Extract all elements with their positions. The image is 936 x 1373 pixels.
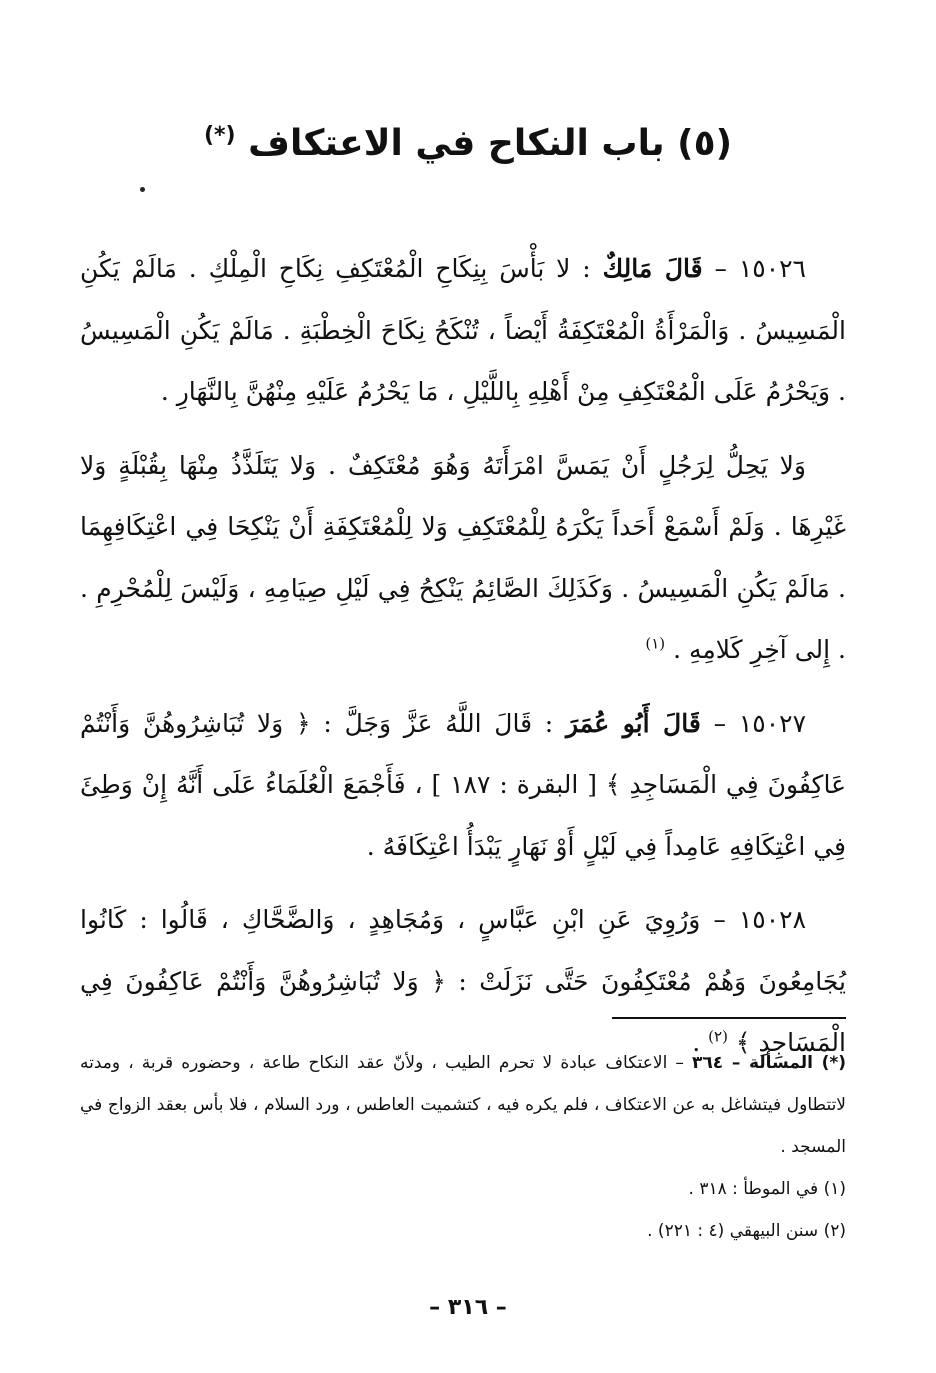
- paragraph-number: ١٥٠٢٧ –: [713, 708, 806, 738]
- footnote-reference: (٢): [708, 1027, 728, 1046]
- paragraph-text: وَرُوِيَ عَنِ ابْنِ عَبَّاسٍ ، وَمُجَاهِدٍ ، وَالضَّحَّاكِ ، قَالُوا : كَانُوا يُجَامِعُونَ وَهُمْ مُعْتَكِفُونَ حَتَّى نَزَلَتْ : ﴿ وَلا تُبَاشِرُوهُنَّ وَأَنْتُمْ عَاكِفُونَ فِي الْمَسَاجِدِ ﴾: [80, 905, 846, 1057]
- chapter-title-text: (٥) باب النكاح في الاعتكاف: [248, 123, 733, 164]
- footnotes-section: [80, 1042, 846, 1252]
- footnote-1: (١) في الموطأ : ٣١٨ .: [688, 1179, 846, 1199]
- page-number: – ٣١٦ –: [429, 1295, 507, 1320]
- footnote-main: [80, 1042, 846, 1168]
- footnote-reference: (١): [645, 634, 666, 653]
- footnote-main-text: – الاعتكاف عبادة لا تحرم الطيب ، ولأنّ عقد النكاح طاعة ، وحضوره قربة ، ومدته لاتتطاول فيتشاغل به عن الاعتكاف ، فلم يكره فيه ، كتشميت العاطس ، ورد السلام ، فلا بأس بعقد الزواج في المسجد .: [80, 1053, 846, 1157]
- footnote-main-label: (*) المسألة – ٣٦٤: [692, 1053, 846, 1073]
- footnote-divider: [612, 1017, 846, 1019]
- paragraph-text: : لا بَأْسَ بِنِكَاحِ الْمُعْتَكِفِ نِكَاحِ الْمِلْكِ . مَالَمْ يَكُنِ الْمَسِيسُ . وَالْمَرْأَةُ الْمُعْتَكِفَةُ أَيْضاً ، تُنْكَحُ نِكَاحَ الْخِطْبَةِ . مَالَمْ يَكُنِ الْمَسِيسُ . وَيَحْرُمُ عَلَى الْمُعْتَكِفِ مِنْ أَهْلِهِ بِاللَّيْلِ ، مَا يَحْرُمُ عَلَيْهِ مِنْهُنَّ بِالنَّهَارِ .: [80, 254, 846, 406]
- paragraph-15027: [80, 693, 846, 878]
- main-text: [80, 238, 846, 1086]
- paragraph-continuation: [80, 435, 846, 681]
- paragraph-tail: .: [692, 1028, 701, 1057]
- paragraph-15026: [80, 238, 846, 423]
- speaker-name: قَالَ مَالِكٌ: [602, 254, 703, 283]
- title-footnote-marker: (*): [203, 123, 236, 148]
- paragraph-text: وَلا يَحِلُّ لِرَجُلٍ أَنْ يَمَسَّ امْرَأَتَهُ وَهُوَ مُعْتَكِفٌ . وَلا يَتَلَذَّذُ مِنْهَا بِقُبْلَةٍ وَلا غَيْرِهَا . وَلَمْ أَسْمَعْ أَحَداً يَكْرَهُ لِلْمُعْتَكِفِ وَلا لِلْمُعْتَكِفَةِ أَنْ يَنْكِحَا فِي اعْتِكَافِهِمَا . مَالَمْ يَكُنِ الْمَسِيسُ . وَكَذَلِكَ الصَّائِمُ يَنْكِحُ فِي لَيْلِ صِيَامِهِ ، وَلَيْسَ لِلْمُحْرِمِ . . إِلى آخِرِ كَلامِهِ .: [80, 450, 846, 664]
- print-speck: [140, 187, 145, 192]
- speaker-name: قَالَ أَبُو عُمَرَ: [566, 708, 701, 738]
- paragraph-number: ١٥٠٢٨ –: [713, 905, 806, 934]
- chapter-title: [0, 108, 936, 172]
- paragraph-text: : قَالَ اللَّهُ عَزَّ وَجَلَّ : ﴿ وَلا تُبَاشِرُوهُنَّ وَأَنْتُمْ عَاكِفُونَ فِي الْمَسَاجِدِ ﴾ [ البقرة : ١٨٧ ] ، فَأَجْمَعَ الْعُلَمَاءُ عَلَى أَنَّهُ إِنْ وَطِئَ فِي اعْتِكَافِهِ عَامِداً فِي لَيْلٍ أَوْ نَهَارٍ يَبْدَأُ اعْتِكَافَهُ .: [80, 708, 846, 861]
- footnote-2: (٢) سنن البيهقي (٤ : ٢٢١) .: [647, 1221, 846, 1241]
- paragraph-number: ١٥٠٢٦ –: [714, 254, 806, 283]
